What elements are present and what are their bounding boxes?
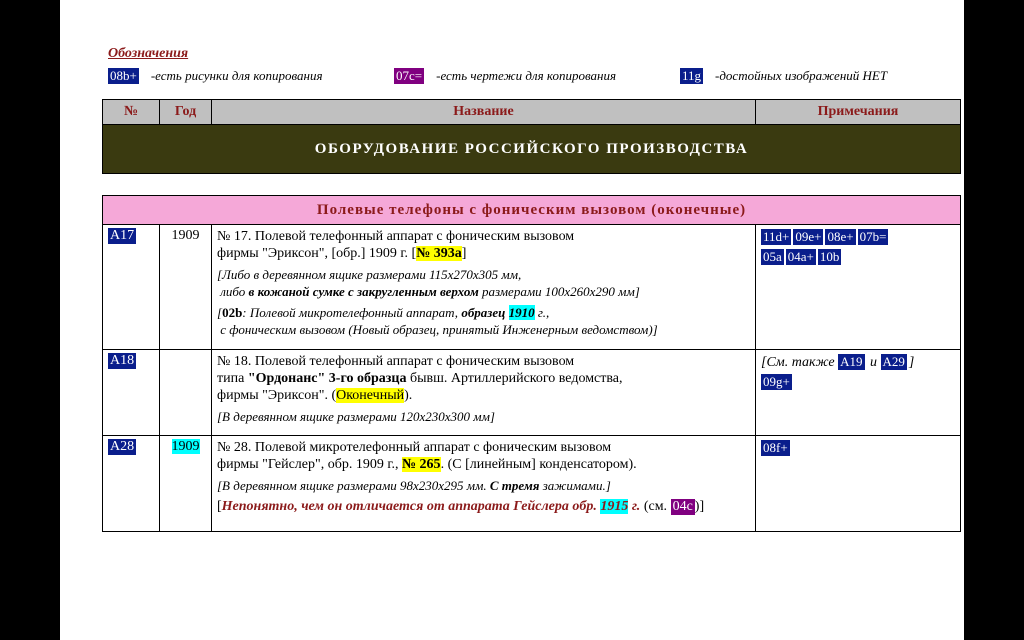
text: г., (534, 305, 550, 320)
text: фирмы "Эриксон". ( (217, 388, 337, 403)
row-notes (756, 225, 961, 350)
row-id-cell (103, 225, 160, 350)
text: бывш. Артиллерийского ведомства, (406, 371, 623, 386)
tag-link[interactable]: 04a+ (787, 249, 814, 264)
year-highlight: 1910 (508, 305, 535, 320)
row-note (217, 304, 750, 338)
text: "Ордонанс" 3-го образца (247, 371, 407, 386)
tag-link[interactable]: 09e+ (795, 229, 822, 244)
catalog-number: № 393а (416, 246, 462, 261)
legend-desc: -есть рисунки для копирования (150, 68, 323, 83)
legend-title: Обозначения (108, 46, 189, 61)
header-table (102, 99, 961, 174)
row-dimensions (217, 477, 750, 494)
see-also-link[interactable]: A29 (882, 354, 905, 369)
text: № 17. Полевой телефонный аппарат с фоническим вызовом (217, 229, 575, 244)
row-year: 1909 (160, 225, 212, 350)
text: [ (217, 305, 223, 320)
text: [См. также (761, 355, 839, 370)
row-id-cell (103, 436, 160, 532)
legend-code: 08b+ (110, 68, 137, 83)
table-row (103, 225, 961, 350)
text: образец (461, 305, 509, 320)
tag-link[interactable]: 11d+ (763, 229, 790, 244)
row-remark (217, 498, 750, 515)
text: Непонятно, чем он отличается от аппарата Гейслера обр. (221, 499, 601, 514)
row-name (212, 436, 756, 532)
row-dimensions: [В деревянном ящике размерами 120х230х300 мм] (217, 409, 495, 424)
text: 02b (222, 305, 243, 320)
text: ). (404, 388, 413, 403)
section-title: ОБОРУДОВАНИЕ РОССИЙСКОГО ПРОИЗВОДСТВА (103, 125, 961, 174)
text: ] (461, 246, 467, 261)
text: [В деревянном ящике размерами 98х230х295 мм. (217, 478, 490, 493)
text: зажимами.] (539, 478, 611, 493)
tag-list (761, 228, 955, 268)
row-notes (756, 436, 961, 532)
row-title (217, 353, 750, 404)
see-also-link[interactable]: A19 (840, 354, 863, 369)
text: либо (220, 284, 249, 299)
row-name (212, 225, 756, 350)
row-id-link[interactable]: A17 (110, 228, 135, 243)
text: и (866, 355, 881, 370)
text: размерами 100х260х290 мм] (478, 284, 640, 299)
catalog-number: № 265 (401, 457, 441, 472)
tag-list (761, 439, 955, 459)
row-dimensions (217, 266, 750, 300)
items-table (102, 195, 961, 532)
text: № 28. Полевой микротелефонный аппарат с фоническим вызовом (217, 440, 612, 455)
table-row (103, 436, 961, 532)
see-also (761, 353, 955, 373)
text: . (С [линейным] конденсатором). (440, 457, 637, 472)
row-id-link[interactable]: A18 (110, 353, 135, 368)
text: )] (694, 499, 705, 514)
row-id-cell (103, 350, 160, 436)
legend-item-blueprints (394, 68, 616, 84)
legend-item-drawings (108, 68, 323, 84)
col-header-notes: Примечания (756, 100, 961, 125)
document-page (60, 0, 964, 640)
legend-code: 11g (682, 68, 702, 83)
text: в кожаной сумке с закругленным верхом (248, 284, 479, 299)
text: [Либо в деревянном ящике размерами 115х270х305 мм, (217, 267, 522, 282)
type-highlight: Оконечный (336, 388, 405, 403)
row-year-cell (160, 436, 212, 532)
legend-code: 07c= (396, 68, 423, 83)
legend-desc: -есть чертежи для копирования (436, 68, 617, 83)
col-header-num: № (103, 100, 160, 125)
text: [ (217, 499, 222, 514)
tag-link[interactable]: 08f+ (763, 440, 788, 455)
row-title (217, 228, 750, 262)
text: с фоническим вызовом (Новый образец, принятый Инженерным ведомством)] (220, 322, 658, 337)
col-header-year: Год (160, 100, 212, 125)
tag-list (761, 373, 955, 393)
ref-link[interactable]: 04c (672, 499, 693, 514)
text: (см. (640, 499, 671, 514)
text: фирмы "Эриксон", [обр.] 1909 г. [ (217, 246, 417, 261)
subsection-title: Полевые телефоны с фоническим вызовом (оконечные) (103, 196, 961, 225)
tag-link[interactable]: 07b= (859, 229, 887, 244)
legend-item-none (680, 68, 887, 84)
text: г. (628, 499, 641, 514)
row-notes (756, 350, 961, 436)
legend-desc: -достойных изображений НЕТ (715, 68, 888, 83)
text: фирмы "Гейслер", обр. 1909 г., (217, 457, 402, 472)
row-year: 1909 (171, 439, 200, 454)
text: С тремя (489, 478, 540, 493)
text: ] (908, 355, 915, 370)
row-id-link[interactable]: A28 (110, 439, 135, 454)
tag-link[interactable]: 08e+ (827, 229, 854, 244)
year-highlight: 1915 (600, 499, 629, 514)
text: типа (217, 371, 248, 386)
table-row (103, 350, 961, 436)
row-name (212, 350, 756, 436)
tag-link[interactable]: 09g+ (763, 374, 790, 389)
tag-link[interactable]: 10b (819, 249, 840, 264)
col-header-name: Название (212, 100, 756, 125)
text: : Полевой микротелефонный аппарат, (242, 305, 462, 320)
text: № 18. Полевой телефонный аппарат с фоническим вызовом (217, 354, 575, 369)
row-year (160, 350, 212, 436)
row-title (217, 439, 750, 473)
tag-link[interactable]: 05a (763, 249, 782, 264)
